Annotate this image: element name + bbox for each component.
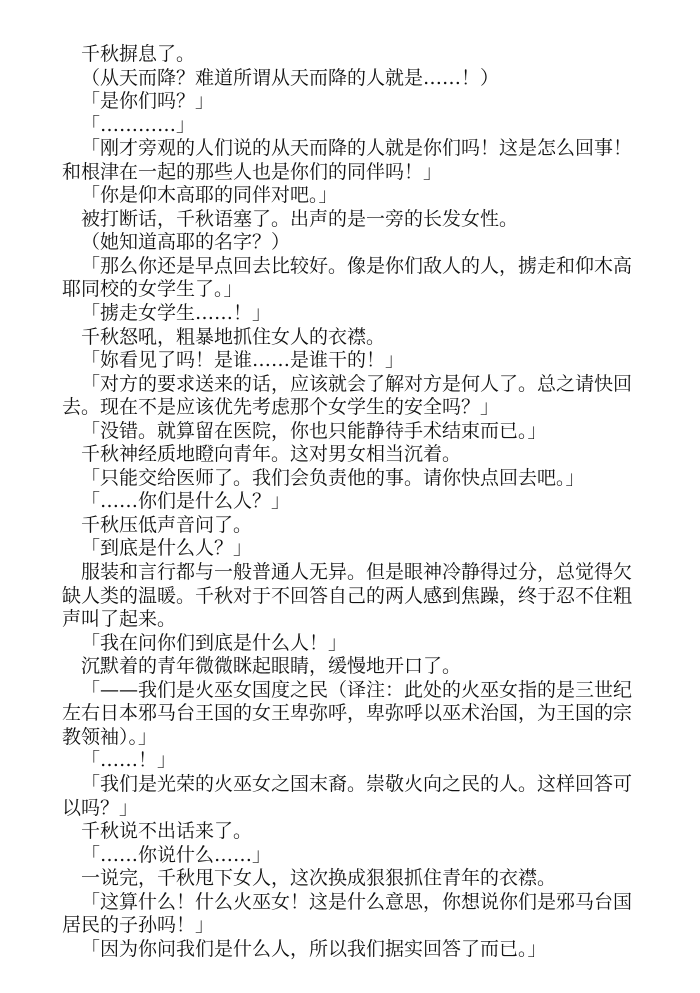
paragraph: 服装和言行都与一般普通人无异。但是眼神冷静得过分，总觉得欠缺人类的温暖。千秋对于不回答自己的两人感到焦躁，终于忍不住粗声叫了起来。 [62, 561, 633, 631]
paragraph: 「我在问你们到底是什么人！」 [81, 631, 348, 654]
paragraph: 「是你们吗？」 [81, 90, 215, 113]
paragraph: 「这算什么！什么火巫女！这是什么意思，你想说你们是邪马台国居民的子孙吗！」 [62, 890, 633, 937]
novel-page [62, 43, 642, 961]
paragraph: 「……你说什么……」 [81, 843, 272, 866]
paragraph: 「掳走女学生……！」 [81, 302, 272, 325]
paragraph: 被打断话，千秋语塞了。出声的是一旁的长发女性。 [81, 207, 519, 230]
paragraph: 千秋神经质地瞪向青年。这对男女相当沉着。 [81, 443, 462, 466]
paragraph: 「你是仰木高耶的同伴对吧。」 [81, 184, 338, 207]
paragraph: （从天而降？难道所谓从天而降的人就是……！） [81, 66, 500, 89]
paragraph: 「……！」 [81, 749, 177, 772]
paragraph: 千秋怒吼，粗暴地抓住女人的衣襟。 [81, 325, 386, 348]
paragraph: 「我们是光荣的火巫女之国末裔。崇敬火向之民的人。这样回答可以吗？」 [62, 772, 633, 819]
paragraph: 「……你们是什么人？」 [81, 490, 291, 513]
paragraph: 千秋说不出话来了。 [81, 820, 253, 843]
paragraph: 「因为你问我们是什么人，所以我们据实回答了而已。」 [81, 937, 547, 960]
paragraph: 千秋摒息了。 [81, 43, 196, 65]
paragraph: 「到底是什么人？」 [81, 537, 253, 560]
paragraph: 「没错。就算留在医院，你也只能静待手术结束而已。」 [81, 419, 547, 442]
paragraph: （她知道高耶的名字？） [81, 231, 291, 254]
paragraph: 「只能交给医师了。我们会负责他的事。请你快点回去吧。」 [81, 466, 585, 489]
paragraph: 「——我们是火巫女国度之民（译注：此处的火巫女指的是三世纪左右日本邪马台王国的女王卑弥呼，卑弥呼以巫术治国，为王国的宗教领袖）。」 [62, 678, 633, 748]
paragraph: 千秋压低声音问了。 [81, 513, 253, 536]
paragraph: 「那么你还是早点回去比较好。像是你们敌人的人，掳走和仰木高耶同校的女学生了。」 [62, 254, 633, 301]
paragraph: 「…………」 [81, 113, 196, 136]
paragraph: 「刚才旁观的人们说的从天而降的人就是你们吗！这是怎么回事！和根津在一起的那些人也是你们的同伴吗！」 [62, 137, 633, 183]
paragraph: 沉默着的青年微微眯起眼睛，缓慢地开口了。 [81, 655, 462, 678]
paragraph: 「对方的要求送来的话，应该就会了解对方是何人了。总之请快回去。现在不是应该优先考虑那个女学生的安全吗？」 [62, 372, 633, 419]
paragraph: 「妳看见了吗！是谁……是谁干的！」 [81, 349, 405, 372]
paragraph: 一说完，千秋甩下女人，这次换成狠狠抓住青年的衣襟。 [81, 867, 557, 890]
